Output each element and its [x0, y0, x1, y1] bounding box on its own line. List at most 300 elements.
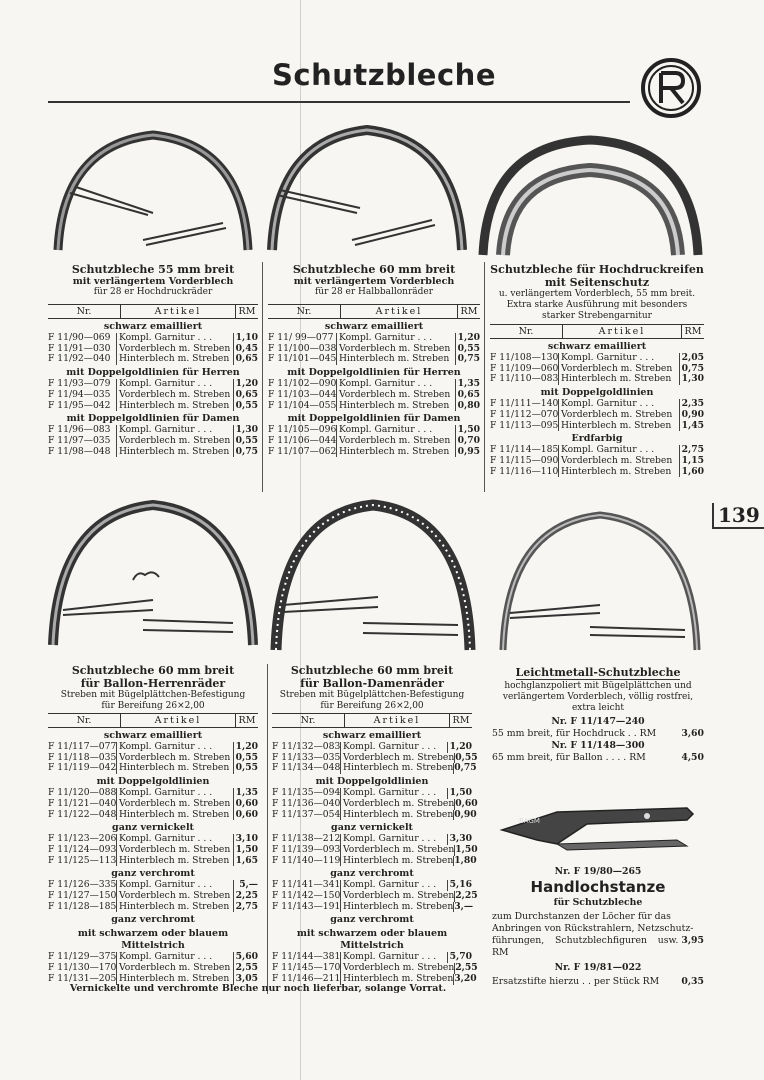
item-number: F 11/102—090 [268, 378, 337, 390]
product-subheading: mit verlängertem Vorderblech [72, 276, 234, 287]
item-number: F 11/138—212 [272, 833, 341, 845]
item-number: F 11/120—088 [48, 787, 117, 799]
table-row [48, 763, 258, 774]
item-description: Kompl. Garnitur . . . [336, 425, 455, 436]
item-price: 0,70 [455, 436, 480, 447]
item-price: 5,16 [447, 880, 472, 891]
item-price: 1,50 [233, 845, 258, 856]
light-metal-line: 65 mm breit, für Ballon . . . . RM [492, 752, 646, 763]
item-description: Kompl. Garnitur . . . [116, 425, 233, 436]
light-metal-block [492, 667, 704, 764]
product-block-60mm [268, 263, 480, 457]
product-subheading: mit verlängertem Vorderblech [293, 276, 455, 287]
item-number: F 11/90—069 [48, 332, 111, 343]
item-price: 0,55 [455, 344, 480, 355]
item-price: 0,80 [455, 401, 480, 412]
item-number: F 11/144—381 [272, 951, 341, 963]
item-number: F 11/108—130 [490, 352, 559, 363]
col-artikel: Artikel [563, 325, 682, 338]
item-number: F 11/94—035 [48, 388, 111, 400]
product-subheading: für Bereifung 26×2,00 [320, 701, 424, 711]
col-rm: RM [238, 306, 256, 317]
item-number: F 11/103—044 [268, 388, 337, 400]
item-description: Kompl. Garnitur . . . [340, 880, 447, 891]
hole-punch-subtitle: für Schutzbleche [553, 897, 643, 908]
product-heading: Schutzbleche 60 mm breit [71, 664, 235, 677]
light-metal-fender-illustration [495, 505, 705, 660]
item-price: 2,05 [679, 353, 704, 364]
price-table [48, 730, 258, 985]
item-description: Hinterblech m. Streben [336, 401, 455, 412]
item-description: Vorderblech m. Streben [116, 845, 233, 856]
item-number: F 11/101—045 [268, 353, 337, 365]
item-number: F 11/118—035 [48, 751, 117, 763]
item-number: F 11/145—170 [272, 962, 341, 974]
item-number: F 11/122—048 [48, 808, 117, 820]
col-artikel: Artikel [345, 714, 450, 727]
item-description: Vorderblech m. Streben [116, 753, 233, 764]
light-metal-nr: Nr. F 11/148—300 [551, 740, 645, 751]
item-description: Kompl. Garnitur . . . [340, 788, 447, 799]
table-header [490, 324, 704, 339]
item-price: 1,45 [679, 421, 704, 432]
item-price: 3,05 [233, 974, 258, 985]
item-price: 0,75 [679, 364, 704, 375]
item-description: Hinterblech m. Streben [116, 902, 233, 913]
col-artikel: Artikel [121, 714, 236, 727]
item-number: F 11/146—211 [272, 972, 341, 984]
col-artikel: Artikel [121, 305, 236, 318]
item-description: Hinterblech m. Streben [116, 974, 233, 985]
table-row [48, 447, 258, 458]
item-description: Kompl. Garnitur . . . [340, 742, 447, 753]
item-description: Kompl. Garnitur . . . [116, 333, 233, 344]
price-table [268, 321, 480, 457]
item-number: F 11/136—040 [272, 797, 341, 809]
column-divider [262, 262, 263, 492]
item-number: F 11/93—079 [48, 378, 111, 390]
item-description: Hinterblech m. Streben [340, 856, 453, 867]
item-price: 0,65 [455, 390, 480, 401]
item-description: Vorderblech m. Streben [340, 891, 454, 902]
item-price: 0,75 [455, 354, 480, 365]
page-number: 139 [712, 503, 764, 529]
item-price: 1,80 [454, 854, 477, 866]
light-metal-desc: hochglanzpoliert mit Bügelplättchen und [504, 681, 692, 691]
item-description: Vorderblech m. Streben [340, 963, 454, 974]
section-title: schwarz emailliert [324, 321, 424, 332]
table-row [490, 410, 704, 421]
table-row [490, 467, 704, 478]
section-title: ganz verchromt [330, 868, 414, 880]
item-number: F 11/142—150 [272, 890, 341, 902]
section-title: ganz verchromt [111, 868, 195, 880]
item-description: Kompl. Garnitur . . . [558, 445, 679, 456]
item-number: F 11/109—060 [490, 362, 559, 374]
item-price: 0,90 [454, 808, 477, 820]
item-price: 2,25 [455, 890, 478, 902]
item-number: F 11/115—090 [490, 454, 559, 466]
section-title: mit Doppelgoldlinien [315, 776, 429, 788]
hole-punch-nr: Nr. F 19/81—022 [554, 962, 642, 973]
section-title: schwarz emailliert [322, 730, 422, 741]
table-header [48, 304, 258, 319]
table-row [48, 902, 258, 913]
product-subheading: für Bereifung 26×2,00 [101, 701, 205, 711]
item-number: F 11/ 99—077 [268, 332, 334, 343]
item-price: 1,20 [233, 742, 258, 753]
col-rm: RM [452, 715, 470, 726]
item-price: 1,50 [447, 788, 472, 799]
item-number: F 11/104—055 [268, 399, 337, 411]
table-row [48, 390, 258, 401]
table-row [272, 808, 477, 821]
product-heading: Schutzbleche 55 mm breit [71, 263, 235, 276]
product-heading: Schutzbleche 60 mm breit [292, 263, 456, 276]
item-number: F 11/98—048 [48, 445, 111, 457]
item-price: 1,50 [455, 425, 480, 436]
hole-punch-price: 3,95 [681, 935, 704, 946]
section-title: Erdfarbig [571, 433, 623, 445]
section-title: mit Doppelgoldlinien für Damen [287, 413, 461, 425]
section-title: mit Doppelgoldlinien [540, 387, 654, 399]
item-number: F 11/128—185 [48, 900, 117, 912]
col-nr: Nr. [268, 305, 341, 318]
item-description: Kompl. Garnitur . . . [116, 952, 233, 963]
item-number: F 11/143—191 [272, 900, 341, 912]
item-number: F 11/121—040 [48, 797, 117, 809]
item-description: Kompl. Garnitur . . . [116, 880, 233, 891]
item-price: 2,75 [679, 445, 704, 456]
item-description: Kompl. Garnitur . . . [340, 834, 447, 845]
item-number: F 11/119—042 [48, 762, 117, 774]
table-row [268, 401, 480, 412]
col-nr: Nr. [272, 714, 345, 727]
item-price: 2,75 [233, 902, 258, 913]
item-description: Kompl. Garnitur . . . [116, 742, 233, 753]
header-rule [48, 101, 630, 103]
column-divider [267, 664, 268, 994]
table-row [272, 797, 478, 810]
section-title: mit Doppelgoldlinien für Herren [287, 367, 461, 379]
item-number: F 11/110—083 [490, 373, 559, 385]
item-number: F 11/92—040 [48, 353, 111, 365]
fender-with-side-guard-illustration [478, 130, 703, 260]
item-description: Vorderblech m. Streben [558, 456, 679, 467]
light-metal-desc: verlängertem Vorderblech, völlig rostfrei, [502, 692, 694, 702]
item-price: 1,30 [679, 374, 704, 385]
item-number: F 11/134—048 [272, 762, 341, 774]
item-description: Hinterblech m. Streben [558, 374, 679, 385]
product-block-55mm [48, 263, 258, 457]
balloon-men-fender-illustration [48, 495, 258, 655]
product-block-balloon-ladies [272, 664, 478, 985]
item-number: F 11/132—083 [272, 741, 341, 752]
hole-punch-title: Handlochstanze [530, 878, 666, 896]
table-row [48, 354, 258, 365]
item-description: Kompl. Garnitur . . . [116, 788, 233, 799]
light-metal-desc: extra leicht [571, 703, 625, 713]
product-heading: Schutzbleche 60 mm breit [290, 664, 454, 677]
spare-pins-price: 0,35 [681, 976, 704, 987]
product-heading: Schutzbleche für Hochdruckreifen [490, 263, 704, 276]
light-metal-title-text: Leichtmetall-Schutzbleche [515, 666, 681, 679]
brand-logo [641, 58, 701, 118]
section-title: schwarz emailliert [103, 730, 203, 741]
col-rm: RM [684, 326, 702, 337]
table-row [268, 447, 480, 458]
item-price: 0,60 [233, 810, 258, 821]
section-title: ganz verchromt [111, 914, 195, 926]
item-price: 0,55 [455, 751, 478, 763]
item-number: F 11/105—096 [268, 424, 337, 436]
table-row [490, 374, 704, 385]
section-title: ganz vernickelt [331, 822, 413, 834]
item-price: 1,35 [455, 379, 480, 390]
item-price: 0,45 [233, 344, 258, 355]
item-price: 5,70 [447, 952, 472, 963]
item-price: 3,20 [454, 972, 477, 984]
item-price: 0,55 [233, 401, 258, 412]
item-description: Hinterblech m. Streben [116, 354, 233, 365]
hole-punch-block [492, 866, 704, 988]
item-number: F 11/133—035 [272, 751, 341, 763]
item-price: 2,35 [679, 399, 704, 410]
item-number: F 11/91—030 [48, 342, 111, 354]
hole-punch-nr: Nr. F 19/80—265 [554, 866, 642, 877]
item-number: F 11/116—110 [490, 465, 559, 477]
price-table [272, 730, 478, 985]
item-description: Vorderblech m. Streben [116, 891, 233, 902]
item-number: F 11/106—044 [268, 434, 337, 446]
item-description: Kompl. Garnitur . . . [336, 333, 455, 344]
item-price: 0,65 [233, 354, 258, 365]
item-number: F 11/114—185 [490, 444, 559, 456]
section-title: mit schwarzem oder blauem Mittelstrich [296, 928, 448, 952]
item-price: 0,55 [233, 753, 258, 764]
table-row [268, 390, 480, 401]
item-price: 1,20 [233, 379, 258, 390]
item-description: Hinterblech m. Streben [340, 902, 453, 913]
item-description: Hinterblech m. Streben [116, 810, 233, 821]
item-price: 0,55 [233, 436, 258, 447]
item-description: Hinterblech m. Streben [340, 763, 453, 774]
item-description: Kompl. Garnitur . . . [340, 952, 447, 963]
item-price: 0,60 [455, 797, 478, 809]
table-row [48, 799, 258, 810]
item-price: 2,55 [455, 962, 478, 974]
product-heading: für Ballon-Damenräder [300, 677, 444, 690]
item-price: 1,20 [447, 742, 472, 753]
product-subheading: starker Strebengarnitur [542, 311, 652, 321]
item-description: Hinterblech m. Streben [116, 856, 233, 867]
item-number: F 11/97—035 [48, 434, 111, 446]
light-metal-nr: Nr. F 11/147—240 [551, 716, 645, 727]
product-subheading: Streben mit Bügelplättchen-Befestigung [60, 690, 246, 700]
item-number: F 11/140—119 [272, 854, 341, 866]
item-price: 0,75 [454, 762, 477, 774]
item-number: F 11/126—335 [48, 879, 117, 891]
item-price: 5,— [233, 880, 258, 891]
item-number: F 11/130—170 [48, 962, 117, 974]
hole-punch-desc: zum Durchstanzen der Löcher für das [492, 911, 671, 922]
item-number: F 11/96—083 [48, 424, 111, 436]
section-title: schwarz emailliert [103, 321, 203, 332]
item-price: 1,50 [455, 843, 478, 855]
item-price: 1,30 [233, 425, 258, 436]
item-price: 0,65 [233, 390, 258, 401]
item-description: Hinterblech m. Streben [340, 810, 453, 821]
item-description: Kompl. Garnitur . . . [116, 834, 233, 845]
item-description: Vorderblech m. Streben [340, 845, 454, 856]
item-description: Vorderblech m. Streben [558, 364, 679, 375]
item-description: Kompl. Garnitur . . . [116, 379, 233, 390]
item-number: F 11/129—375 [48, 951, 117, 963]
item-number: F 11/100—038 [268, 342, 337, 354]
item-price: 0,60 [233, 799, 258, 810]
item-number: F 11/112—070 [490, 408, 559, 420]
item-price: 1,15 [679, 456, 704, 467]
item-description: Vorderblech m. Streben [558, 410, 679, 421]
col-rm: RM [460, 306, 478, 317]
table-row [48, 810, 258, 821]
availability-note: Vernickelte und verchromte Bleche nur noch lieferbar, solange Vorrat. [69, 983, 447, 994]
table-row [48, 856, 258, 867]
spare-pins-line: Ersatzstifte hierzu . . per Stück RM [492, 976, 660, 987]
item-price: 3,— [454, 900, 474, 912]
section-title: mit Doppelgoldlinien [96, 776, 210, 788]
item-description: Vorderblech m. Streben [336, 344, 455, 355]
product-subheading: u. verlängertem Vorderblech, 55 mm breit. [498, 289, 696, 299]
item-description: Kompl. Garnitur . . . [336, 379, 455, 390]
item-description: Hinterblech m. Streben [558, 421, 679, 432]
item-price: 1,10 [233, 333, 258, 344]
item-price: 1,20 [455, 333, 480, 344]
fender-illustration-60mm [262, 115, 472, 260]
item-price: 0,90 [679, 410, 704, 421]
section-title: mit Doppelgoldlinien für Damen [66, 413, 240, 425]
product-heading: für Ballon-Herrenräder [80, 677, 226, 690]
item-description: Vorderblech m. Streben [336, 436, 455, 447]
col-rm: RM [238, 715, 256, 726]
item-number: F 11/135—094 [272, 787, 341, 799]
table-row [272, 762, 477, 774]
item-description: Hinterblech m. Streben [336, 354, 455, 365]
price-table [48, 321, 258, 457]
section-title: mit Doppelgoldlinien für Herren [66, 367, 240, 379]
col-nr: Nr. [48, 305, 121, 318]
item-description: Hinterblech m. Streben [116, 763, 233, 774]
item-number: F 11/139—093 [272, 843, 341, 855]
table-row [490, 421, 704, 432]
item-description: Kompl. Garnitur . . . [558, 353, 679, 364]
item-description: Vorderblech m. Streben [340, 753, 454, 764]
item-description: Hinterblech m. Streben [116, 447, 233, 458]
balloon-ladies-fender-illustration [268, 495, 478, 660]
item-number: F 11/131—205 [48, 972, 117, 984]
section-title: ganz verchromt [330, 914, 414, 926]
item-number: F 11/95—042 [48, 399, 111, 411]
tool-label: BAGM [519, 817, 540, 825]
item-description: Vorderblech m. Streben [116, 799, 233, 810]
table-row [48, 401, 258, 412]
item-description: Vorderblech m. Streben [116, 963, 233, 974]
fender-illustration-55mm [48, 115, 258, 260]
item-number: F 11/111—140 [490, 398, 559, 410]
item-description: Kompl. Garnitur . . . [558, 399, 679, 410]
table-header [272, 713, 472, 728]
item-description: Hinterblech m. Streben [558, 467, 679, 478]
product-subheading: Extra starke Ausführung mit besonders [506, 300, 688, 310]
item-price: 2,25 [233, 891, 258, 902]
product-subheading: für 28 er Hochdruckräder [93, 287, 213, 297]
item-description: Vorderblech m. Streben [340, 799, 454, 810]
light-metal-price: 3,60 [681, 728, 704, 739]
product-subheading: Streben mit Bügelplättchen-Befestigung [279, 690, 465, 700]
item-description: Vorderblech m. Streben [116, 344, 233, 355]
item-price: 0,55 [233, 763, 258, 774]
table-row [272, 902, 472, 913]
light-metal-line: 55 mm breit, für Hochdruck . . RM [492, 728, 657, 739]
product-heading: mit Seitenschutz [544, 276, 650, 289]
item-price: 0,75 [233, 447, 258, 458]
col-nr: Nr. [490, 325, 563, 338]
hole-punch-desc: Anbringen von Rückstrahlern, Netzschutz- [492, 923, 694, 934]
item-number: F 11/123—206 [48, 833, 117, 845]
item-number: F 11/137—054 [272, 808, 341, 820]
table-row [268, 354, 480, 365]
column-divider [484, 262, 485, 492]
item-number: F 11/127—150 [48, 890, 117, 902]
col-artikel: Artikel [341, 305, 458, 318]
item-number: F 11/107—062 [268, 445, 337, 457]
item-price: 5,60 [233, 952, 258, 963]
light-metal-price: 4,50 [681, 752, 704, 763]
item-description: Vorderblech m. Streben [116, 436, 233, 447]
item-price: 3,30 [447, 834, 472, 845]
product-subheading: für 28 er Halbballonräder [314, 287, 434, 297]
hole-punch-illustration [497, 800, 699, 852]
col-nr: Nr. [48, 714, 121, 727]
table-header [268, 304, 480, 319]
item-number: F 11/117—077 [48, 741, 117, 752]
section-title: mit schwarzem oder blauem Mittelstrich [77, 928, 229, 952]
product-block-balloon-men [48, 664, 258, 985]
item-price: 1,35 [233, 788, 258, 799]
item-price: 3,10 [233, 834, 258, 845]
item-description: Vorderblech m. Streben [336, 390, 455, 401]
item-number: F 11/124—093 [48, 843, 117, 855]
item-price: 1,65 [233, 856, 258, 867]
item-price: 1,60 [679, 467, 704, 478]
page-title: Schutzbleche [272, 58, 496, 92]
product-block-side-guard [490, 263, 704, 477]
item-description: Hinterblech m. Streben [116, 401, 233, 412]
hole-punch-desc: führungen, Schutzblechfiguren usw. RM [492, 935, 679, 958]
item-description: Hinterblech m. Streben [340, 974, 453, 985]
item-number: F 11/113—095 [490, 419, 559, 431]
item-description: Hinterblech m. Streben [336, 447, 455, 458]
item-price: 0,95 [455, 447, 480, 458]
item-number: F 11/125—113 [48, 854, 117, 866]
section-title: ganz vernickelt [112, 822, 194, 834]
light-metal-title [492, 667, 704, 679]
section-title: schwarz emailliert [547, 341, 647, 352]
item-price: 2,55 [233, 963, 258, 974]
table-header [48, 713, 258, 728]
item-description: Vorderblech m. Streben [116, 390, 233, 401]
table-row [272, 854, 477, 867]
